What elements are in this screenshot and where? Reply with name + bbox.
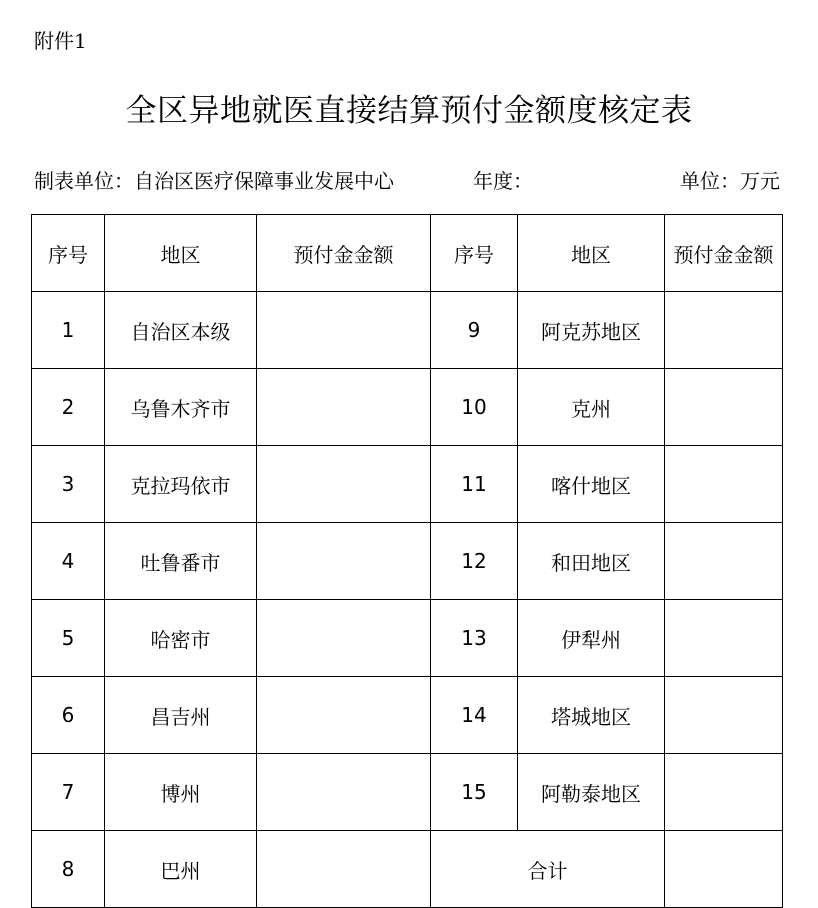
left-region-cell: 乌鲁木齐市 [105,369,257,446]
year-line [473,166,533,196]
left-amount-cell [257,369,431,446]
right-region-cell: 塔城地区 [518,677,665,754]
right-region-cell: 克州 [518,369,665,446]
left-seq-cell: 4 [32,523,105,600]
unit-value: 万元 [740,169,780,193]
header-cell: 预付金金额 [257,215,431,292]
total-amount-cell [665,831,783,908]
left-seq-cell: 5 [32,600,105,677]
right-seq-cell: 12 [431,523,518,600]
right-amount-cell [665,446,783,523]
attachment-label: 附件1 [34,29,87,53]
right-seq-cell: 10 [431,369,518,446]
left-seq-cell: 8 [32,831,105,908]
table-row [32,523,783,600]
table-row [32,754,783,831]
year-label: 年度： [473,169,533,193]
left-amount-cell [257,523,431,600]
org-value: 自治区医疗保障事业发展中心 [134,169,394,193]
right-amount-cell [665,754,783,831]
table-row-total [32,831,783,908]
left-seq-cell: 7 [32,754,105,831]
right-amount-cell [665,369,783,446]
right-seq-cell: 11 [431,446,518,523]
header-cell: 地区 [105,215,257,292]
table-row [32,369,783,446]
table-row [32,446,783,523]
left-amount-cell [257,600,431,677]
right-amount-cell [665,292,783,369]
right-region-cell: 阿勒泰地区 [518,754,665,831]
header-cell: 序号 [32,215,105,292]
left-seq-cell: 2 [32,369,105,446]
left-amount-cell [257,292,431,369]
org-label: 制表单位： [34,169,134,193]
left-region-cell: 克拉玛依市 [105,446,257,523]
right-amount-cell [665,600,783,677]
left-region-cell: 巴州 [105,831,257,908]
table-header-row [32,215,783,292]
right-seq-cell: 14 [431,677,518,754]
left-seq-cell: 6 [32,677,105,754]
table-row [32,292,783,369]
right-amount-cell [665,523,783,600]
table-row [32,677,783,754]
right-seq-cell: 13 [431,600,518,677]
left-amount-cell [257,446,431,523]
unit-line [680,166,780,196]
unit-label: 单位： [680,169,740,193]
total-label-cell: 合计 [431,831,665,908]
right-amount-cell [665,677,783,754]
left-region-cell: 哈密市 [105,600,257,677]
left-region-cell: 博州 [105,754,257,831]
header-cell: 地区 [518,215,665,292]
right-region-cell: 喀什地区 [518,446,665,523]
table-row [32,600,783,677]
left-seq-cell: 3 [32,446,105,523]
right-region-cell: 伊犁州 [518,600,665,677]
right-region-cell: 和田地区 [518,523,665,600]
header-cell: 预付金金额 [665,215,783,292]
right-region-cell: 阿克苏地区 [518,292,665,369]
prepayment-table [31,214,783,908]
left-region-cell: 昌吉州 [105,677,257,754]
left-amount-cell [257,677,431,754]
left-region-cell: 自治区本级 [105,292,257,369]
left-region-cell: 吐鲁番市 [105,523,257,600]
left-amount-cell [257,754,431,831]
header-cell: 序号 [431,215,518,292]
document-title: 全区异地就医直接结算预付金额度核定表 [125,93,693,129]
left-seq-cell: 1 [32,292,105,369]
org-line [34,166,394,196]
right-seq-cell: 9 [431,292,518,369]
right-seq-cell: 15 [431,754,518,831]
left-amount-cell [257,831,431,908]
